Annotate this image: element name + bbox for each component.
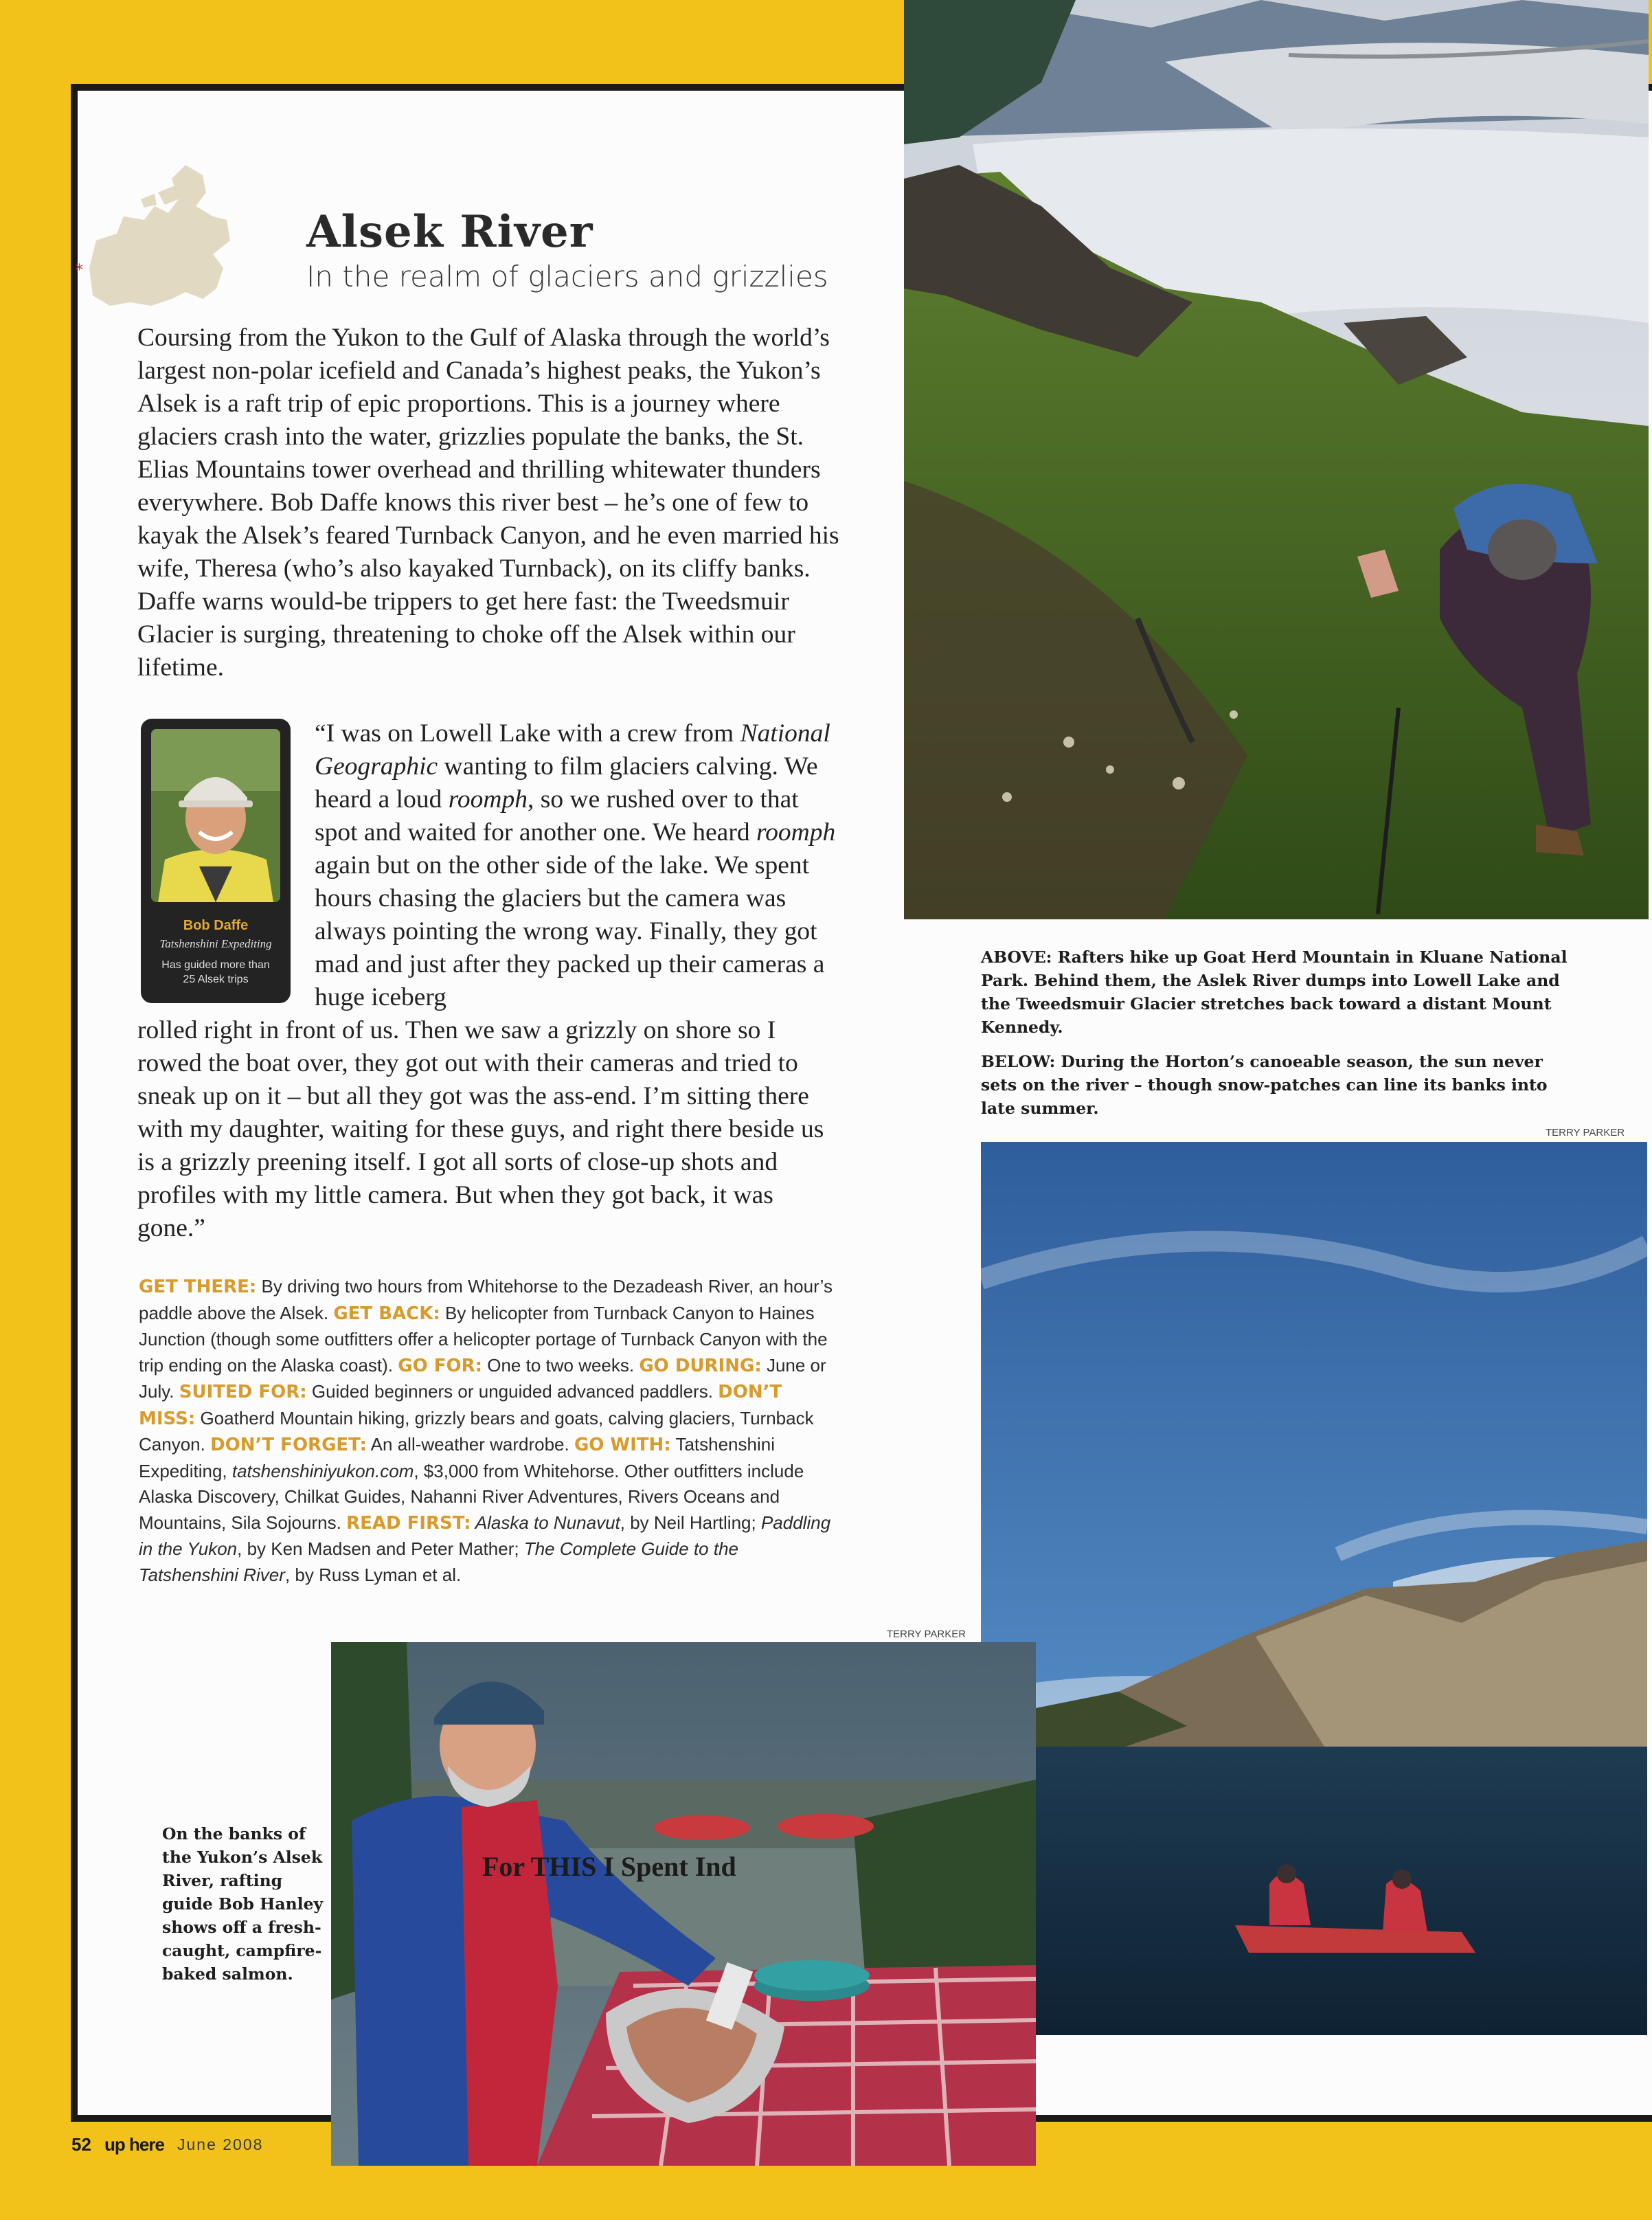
hiker-glacier-photo — [904, 0, 1649, 919]
profile-card — [141, 719, 291, 1003]
info-text: , by Russ Lyman et al. — [284, 1564, 462, 1585]
apron-text: For THIS I Spent Ind — [482, 1851, 736, 1882]
info-label: GO WITH: — [574, 1435, 671, 1455]
quote-text: “I was on Lowell Lake with a crew from — [315, 719, 740, 748]
quote-paragraph-top — [315, 717, 839, 1014]
quote-paragraph-bottom: rolled right in front of us. Then we saw a grizzly on shore so I rowed the boat over, they got out with their cameras and tried to sneak up on it – but all they got was the ass-end. I’m sitting there with my daughter, waiting for these guys, and right there beside us is a grizzly preening itself. I got all sorts of close-up shots and profiles with my little camera. But when they got back, it was gone.” — [137, 1016, 824, 1242]
profile-name: Bob Daffe — [183, 918, 249, 933]
info-text: , by Ken Madsen and Peter Mather; — [237, 1538, 524, 1559]
info-text: , by Neil Hartling; — [620, 1512, 761, 1533]
info-label: DON’T MISS: — [139, 1382, 782, 1429]
info-text: An all-weather wardrobe. — [366, 1434, 574, 1455]
info-text: Guided beginners or unguided advanced paddlers. — [306, 1381, 718, 1402]
info-text: June or July. — [139, 1354, 826, 1402]
quote-text: , so we rushed over to that spot and waited for another one. We heard — [315, 785, 799, 846]
profile-photo — [151, 729, 280, 902]
salmon-cooking-photo — [331, 1642, 1036, 2166]
info-label: DON’T FORGET: — [210, 1435, 367, 1455]
profile-note: Has guided more than 25 Alsek trips — [161, 959, 270, 985]
svg-text:*: * — [76, 262, 83, 279]
info-text: Goatherd Mountain hiking, grizzly bears and goats, calving glaciers, Turnback Canyon. — [139, 1407, 814, 1455]
quote-text: wanting to film glaciers calving. We heard a loud — [315, 752, 818, 814]
article-subtitle: In the realm of glaciers and grizzlies — [306, 260, 828, 293]
quote-text: again but on the other side of the lake. We spent hours chasing the glaciers but the camera was always pointing the wrong way. Finally, they got mad and just after they packed up their cameras a huge iceberg — [315, 851, 825, 1011]
info-text: One to two weeks. — [482, 1354, 640, 1376]
profile-company: Tatshenshini Expediting — [159, 937, 272, 950]
intro-paragraph: Coursing from the Yukon to the Gulf of Alaska through the world’s largest non-polar icefield and Canada’s highest peaks, the Yukon’s Alsek is a raft trip of epic proportions. This is a journey where glaciers crash into the water, grizzlies populate the banks, the St. Elias Mountains tower overhead and thrilling whitewater thunders everywhere. Bob Daffe knows this river best – he’s one of few to kayak the Alsek’s feared Turnback Canyon, and he even married his wife, Theresa (who’s also kayaked Turnback), on its cliffy banks. Daffe warns would-be trippers to get here fast: the Tweedsmuir Glacier is surging, threatening to choke off the Alsek within our lifetime. — [137, 324, 839, 682]
canoe-river-photo — [981, 1142, 1647, 2035]
quote-italic-roomph: roomph — [448, 785, 528, 814]
caption-above: ABOVE: Rafters hike up Goat Herd Mountain in Kluane National Park. Behind them, the Aslek River dumps into Lowell Lake and the Tweedsmuir Glacier stretches back toward a distant Mount Kennedy. — [981, 948, 1568, 1037]
outfitter-url: tatshenshiniyukon.com — [231, 1460, 414, 1481]
info-label: READ FIRST: — [346, 1512, 471, 1534]
page-number: 52 — [71, 2134, 91, 2155]
info-text: , $3,000 from Whitehorse. Other outfitters include Alaska Discovery, Chilkat Guides, Nahanni River Adventures, Rivers Oceans and Mountains, Sila Sojourns. — [139, 1460, 804, 1533]
magazine-name: up here — [104, 2134, 164, 2155]
trip-info-block — [139, 1274, 834, 1588]
info-label: GET BACK: — [333, 1303, 440, 1324]
info-text: Tatshenshini Expediting, — [139, 1434, 775, 1481]
info-text: By driving two hours from Whitehorse to the Dezadeash River, an hour’s paddle above the Alsek. — [139, 1276, 833, 1323]
article-title: Alsek River — [306, 206, 593, 258]
caption-salmon: On the banks of the Yukon’s Alsek River, rafting guide Bob Hanley shows off a fresh-caught, campfire-baked salmon. — [162, 1824, 324, 1984]
info-label: GO FOR: — [398, 1355, 483, 1376]
info-text: By helicopter from Turnback Canyon to Haines Junction (though some outfitters offer a helicopter portage of Turnback Canyon with the trip ending on the Alaska coast). — [139, 1302, 828, 1376]
info-label: GO DURING: — [639, 1355, 762, 1376]
book-title: Paddling in the Yukon — [139, 1512, 831, 1559]
quote-italic-ng: National Geographic — [315, 719, 830, 781]
caption-below: BELOW: During the Horton’s canoeable season, the sun never sets on the river – though snow-patches can line its banks into late summer. — [981, 1052, 1548, 1118]
issue-date: June 2008 — [177, 2135, 264, 2153]
photo-credit: TERRY PARKER — [887, 1628, 966, 1640]
book-title: Alaska to Nunavut — [471, 1512, 620, 1533]
info-label: GET THERE: — [139, 1277, 257, 1297]
photo-credit: TERRY PARKER — [1546, 1127, 1625, 1139]
canada-locator-map — [76, 151, 234, 316]
book-title: The Complete Guide to the Tatshenshini River — [139, 1538, 738, 1585]
info-label: SUITED FOR: — [179, 1382, 307, 1402]
quote-italic-roomph: roomph — [756, 818, 836, 846]
